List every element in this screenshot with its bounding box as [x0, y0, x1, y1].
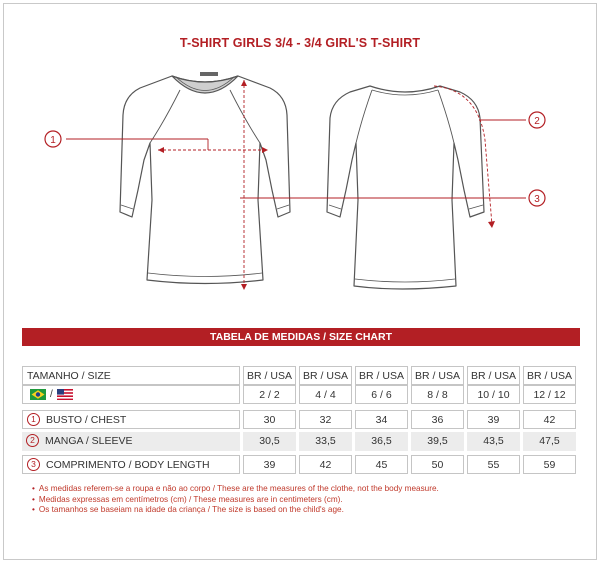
length-value: 45 — [355, 455, 408, 474]
chest-label: BUSTO / CHEST — [46, 414, 127, 426]
chest-value: 39 — [467, 410, 520, 429]
chest-value: 30 — [243, 410, 296, 429]
chest-row-label — [22, 410, 240, 429]
length-value: 50 — [411, 455, 464, 474]
size-cell: 6 / 6 — [355, 385, 408, 404]
length-value: 39 — [243, 455, 296, 474]
chest-value: 34 — [355, 410, 408, 429]
size-cell: 10 / 10 — [467, 385, 520, 404]
back-tshirt-drawing — [327, 86, 484, 289]
size-chart-banner: TABELA DE MEDIDAS / SIZE CHART — [22, 328, 580, 346]
row-number-badge: 3 — [27, 458, 40, 471]
footnote — [32, 484, 439, 495]
length-value: 55 — [467, 455, 520, 474]
length-value: 42 — [299, 455, 352, 474]
length-value: 59 — [523, 455, 576, 474]
marker-1 — [45, 131, 61, 147]
bullet-icon: • — [32, 494, 35, 504]
marker-2 — [529, 112, 545, 128]
size-cell: 2 / 2 — [243, 385, 296, 404]
column-header: BR / USA — [299, 366, 352, 385]
chest-value: 36 — [411, 410, 464, 429]
footnote-text: Os tamanhos se baseiam na idade da criança / The size is based on the child's age. — [38, 505, 344, 515]
flag-separator: / — [50, 388, 53, 400]
size-cell: 4 / 4 — [299, 385, 352, 404]
length-label: COMPRIMENTO / BODY LENGTH — [46, 459, 210, 471]
size-header: TAMANHO / SIZE — [22, 366, 240, 385]
footnote — [32, 505, 439, 516]
sleeve-label: MANGA / SLEEVE — [45, 435, 133, 447]
sleeve-value: 43,5 — [467, 432, 520, 451]
column-header: BR / USA — [523, 366, 576, 385]
marker-2-label: 2 — [534, 116, 540, 127]
sleeve-value: 33,5 — [299, 432, 352, 451]
size-cell: 12 / 12 — [523, 385, 576, 404]
column-header: BR / USA — [411, 366, 464, 385]
footnote — [32, 495, 439, 506]
footnotes — [32, 484, 439, 516]
row-number-badge: 2 — [26, 434, 39, 447]
sleeve-value: 47,5 — [523, 432, 576, 451]
chest-value: 32 — [299, 410, 352, 429]
marker-1-label: 1 — [50, 135, 56, 146]
flags — [30, 387, 73, 401]
size-cell: 8 / 8 — [411, 385, 464, 404]
marker-3-label: 3 — [534, 194, 540, 205]
length-row-label — [22, 455, 240, 474]
page-title: T-SHIRT GIRLS 3/4 - 3/4 GIRL'S T-SHIRT — [179, 36, 421, 50]
sleeve-value: 36,5 — [355, 432, 408, 451]
sleeve-row-label — [22, 432, 240, 451]
front-tshirt-drawing — [120, 72, 290, 284]
brazil-flag-icon — [30, 389, 46, 400]
column-header: BR / USA — [355, 366, 408, 385]
bullet-icon: • — [32, 505, 35, 515]
chest-value: 42 — [523, 410, 576, 429]
footnote-text: Medidas expressas em centímetros (cm) / These measures are in centimeters (cm). — [38, 494, 343, 504]
usa-flag-icon — [57, 389, 73, 400]
bullet-icon: • — [32, 484, 35, 493]
column-header: BR / USA — [467, 366, 520, 385]
sleeve-value: 30,5 — [243, 432, 296, 451]
row-number-badge: 1 — [27, 413, 40, 426]
sleeve-value: 39,5 — [411, 432, 464, 451]
column-header: BR / USA — [243, 366, 296, 385]
footnote-text: As medidas referem-se a roupa e não ao corpo / These are the measures of the clothe, not the body measure. — [38, 484, 439, 493]
marker-3 — [529, 190, 545, 206]
